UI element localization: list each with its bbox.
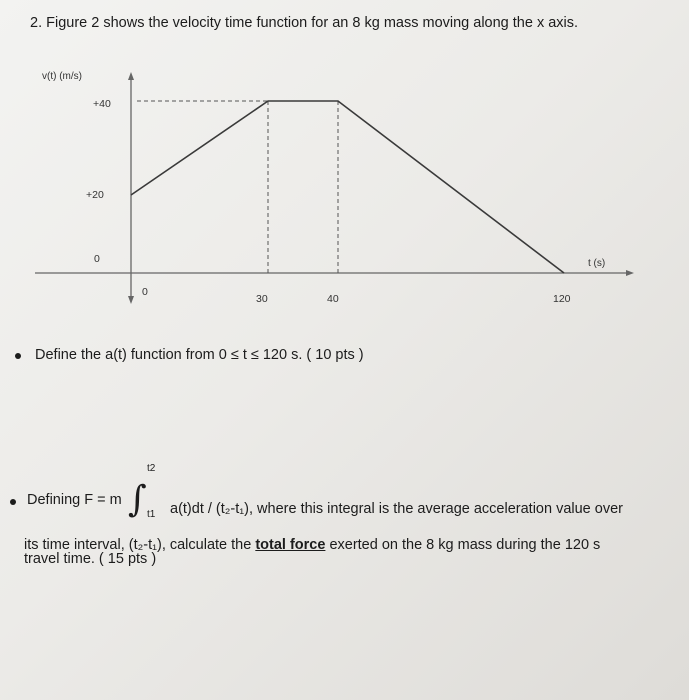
x-tick-label: 40 [327,293,339,305]
x-tick-label: 0 [142,286,148,298]
velocity-time-graph [0,0,689,330]
velocity-line [131,101,564,273]
y-tick-label: +40 [93,98,111,110]
velocity-series [131,101,564,273]
bullet-icon [10,499,16,505]
y-tick-label: 0 [94,253,100,265]
x-tick-label: 120 [553,293,571,305]
part-b-line2-b: exerted on the 8 kg mass during the 120 s [325,537,601,553]
y-axis-down-arrow-icon [128,296,134,304]
part-a-prompt: Define the a(t) function from 0 ≤ t ≤ 120 s. ( 10 pts ) [35,347,364,363]
x-tick-label: 30 [256,293,268,305]
bullet-icon [15,353,21,359]
problem-title: 2. Figure 2 shows the velocity time function for an 8 kg mass moving along the x axis. [30,15,579,31]
y-axis-label: v(t) (m/s) [42,71,82,82]
part-b-integrand: a(t)dt / (t₂-t₁), where this integral is the average acceleration value over [170,501,623,517]
x-axis-arrow-icon [626,270,634,276]
part-b-line3: travel time. ( 15 pts ) [24,551,157,567]
y-axis-arrow-icon [128,72,134,80]
x-axis-label: t (s) [588,258,606,269]
part-b-prefix: Defining F = m [27,492,122,508]
integral-lower-limit: t1 [147,509,156,520]
y-tick-label: +20 [86,189,104,201]
part-b-line2-a: its time interval, (t₂-t₁), calculate the [24,537,256,553]
integral-icon: ∫ [128,479,147,520]
integral-upper-limit: t2 [147,463,156,474]
total-force-emphasis: total force [255,537,326,553]
